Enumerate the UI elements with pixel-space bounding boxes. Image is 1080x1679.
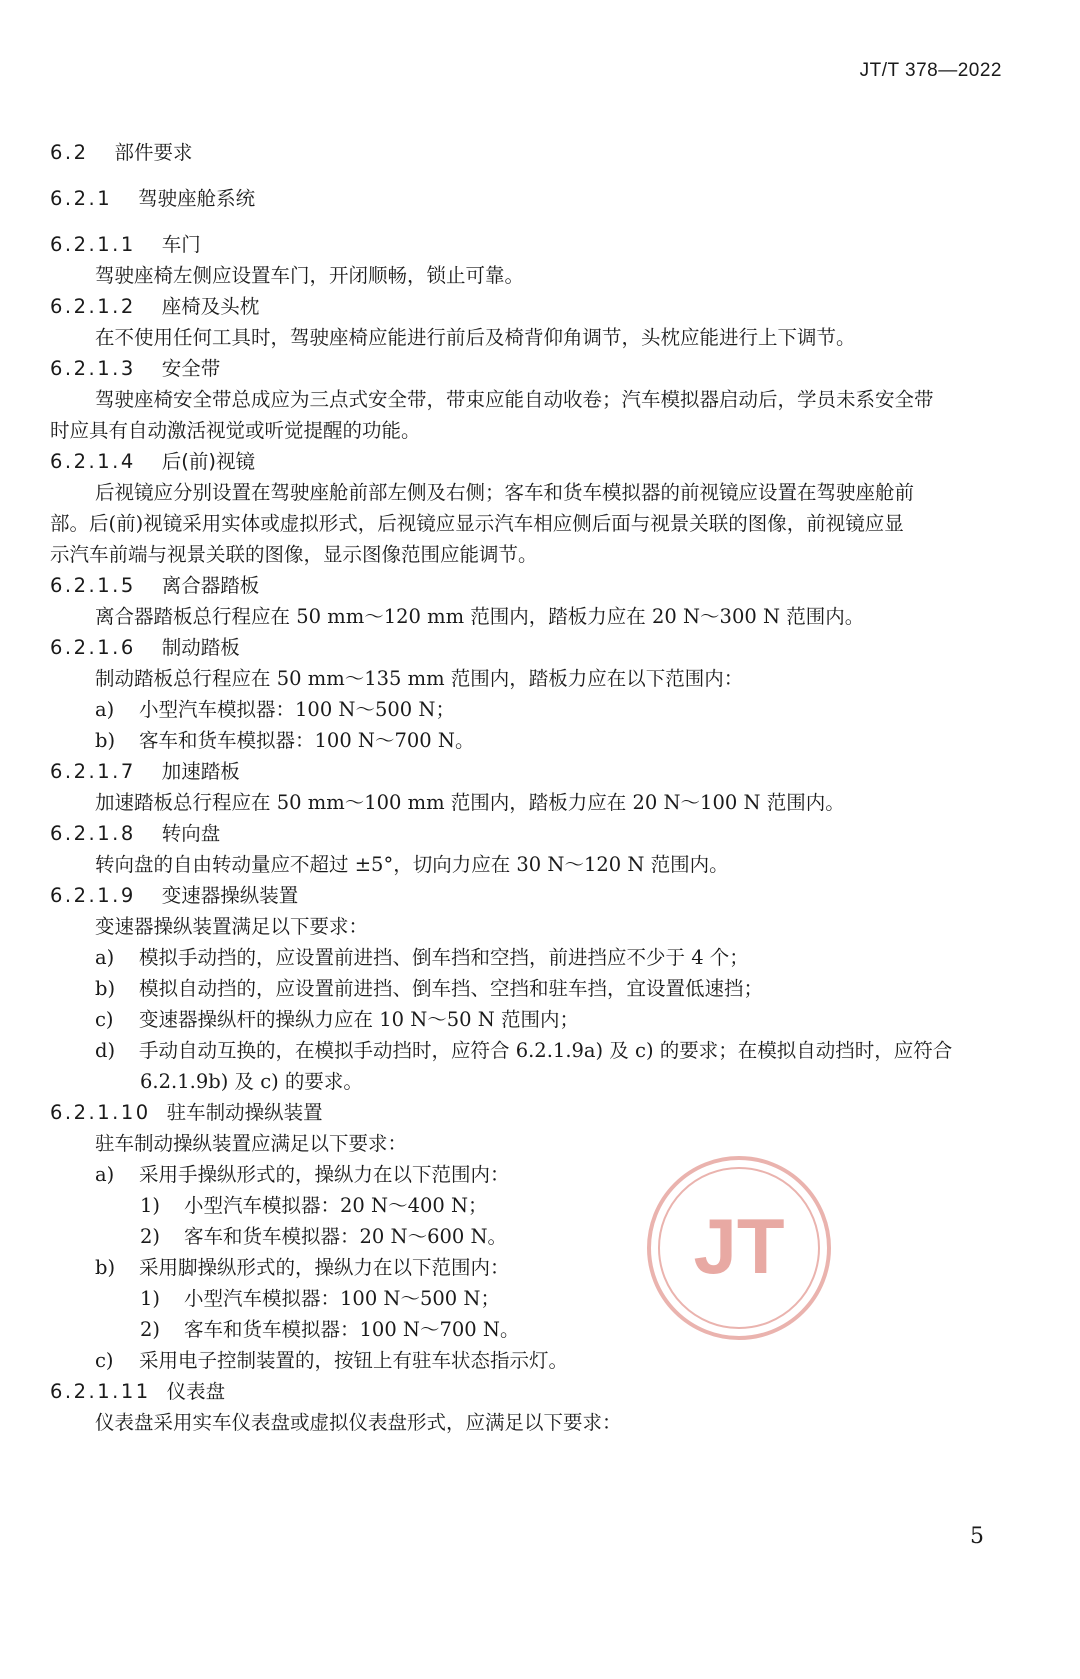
- heading-title: 驾驶座舱系统: [138, 187, 256, 210]
- heading-number: 6.2.1.2: [50, 295, 136, 318]
- heading-number: 6.2.1.10: [50, 1101, 151, 1124]
- heading-6-2-1-8: [50, 819, 220, 849]
- list-text: 小型汽车模拟器：20 N～400 N；: [184, 1194, 488, 1217]
- paragraph: 变速器操纵装置满足以下要求：: [95, 915, 369, 938]
- heading-6-2-1-11: [50, 1377, 225, 1407]
- paragraph: 仪表盘采用实车仪表盘或虚拟仪表盘形式，应满足以下要求：: [95, 1411, 622, 1434]
- heading-6-2-1-10: [50, 1098, 323, 1128]
- list-text: 客车和货车模拟器：100 N～700 N。: [139, 729, 475, 752]
- heading-number: 6.2.1: [50, 187, 113, 210]
- paragraph-line: 时应具有自动激活视觉或听觉提醒的功能。: [50, 419, 421, 442]
- paragraph: 驾驶座椅左侧应设置车门，开闭顺畅，锁止可靠。: [95, 264, 525, 287]
- paragraph-line: 部。后(前)视镜采用实体或虚拟形式，后视镜应显示汽车相应侧后面与视景关联的图像，前视镜应显: [50, 512, 904, 535]
- list-marker: b): [95, 729, 116, 752]
- heading-number: 6.2.1.6: [50, 636, 136, 659]
- list-marker: 1): [140, 1194, 161, 1217]
- heading-number: 6.2.1.3: [50, 357, 136, 380]
- sub-list-item: [140, 1191, 488, 1221]
- paragraph: 加速踏板总行程应在 50 mm～100 mm 范围内，踏板力应在 20 N～100 N 范围内。: [95, 791, 845, 814]
- list-text: 采用脚操纵形式的，操纵力在以下范围内：: [139, 1256, 510, 1279]
- list-item: [95, 1036, 952, 1066]
- heading-6-2-1: [50, 184, 255, 214]
- list-text: 客车和货车模拟器：100 N～700 N。: [184, 1318, 520, 1341]
- list-marker: 2): [140, 1318, 161, 1341]
- list-text: 模拟手动挡的，应设置前进挡、倒车挡和空挡，前进挡应不少于 4 个；: [139, 946, 749, 969]
- paragraph-line: 示汽车前端与视景关联的图像，显示图像范围应能调节。: [50, 543, 538, 566]
- heading-6-2-1-7: [50, 757, 240, 787]
- list-marker: a): [95, 698, 115, 721]
- heading-title: 变速器操纵装置: [161, 884, 299, 907]
- paragraph: 转向盘的自由转动量应不超过 ±5°，切向力应在 30 N～120 N 范围内。: [95, 853, 729, 876]
- seal-text: JT: [693, 1202, 785, 1290]
- list-text: 模拟自动挡的，应设置前进挡、倒车挡、空挡和驻车挡，宜设置低速挡；: [139, 977, 764, 1000]
- heading-6-2-1-9: [50, 881, 298, 911]
- list-item: [95, 695, 455, 725]
- sub-list-item: [140, 1222, 507, 1252]
- list-item: [95, 1253, 510, 1283]
- paragraph: 离合器踏板总行程应在 50 mm～120 mm 范围内，踏板力应在 20 N～300 N 范围内。: [95, 605, 865, 628]
- list-item: [95, 974, 763, 1004]
- heading-title: 加速踏板: [161, 760, 240, 783]
- paragraph: 在不使用任何工具时，驾驶座椅应能进行前后及椅背仰角调节，头枕应能进行上下调节。: [95, 326, 856, 349]
- heading-title: 转向盘: [161, 822, 221, 845]
- list-marker: a): [95, 1163, 115, 1186]
- list-text: 小型汽车模拟器：100 N～500 N；: [184, 1287, 500, 1310]
- heading-6-2-1-5: [50, 571, 259, 601]
- list-text: 客车和货车模拟器：20 N～600 N。: [184, 1225, 508, 1248]
- heading-6-2-1-6: [50, 633, 240, 663]
- list-item: [95, 943, 749, 973]
- list-item: [95, 1160, 510, 1190]
- paragraph-line: 后视镜应分别设置在驾驶座舱前部左侧及右侧；客车和货车模拟器的前视镜应设置在驾驶座舱前: [95, 481, 915, 504]
- heading-6-2: [50, 138, 193, 168]
- page-number: 5: [970, 1524, 984, 1549]
- heading-number: 6.2.1.7: [50, 760, 136, 783]
- heading-number: 6.2: [50, 141, 89, 164]
- list-item-continuation: 6.2.1.9b) 及 c) 的要求。: [140, 1070, 363, 1093]
- heading-6-2-1-4: [50, 447, 255, 477]
- list-text: 变速器操纵杆的操纵力应在 10 N～50 N 范围内；: [139, 1008, 580, 1031]
- heading-number: 6.2.1.1: [50, 233, 136, 256]
- heading-title: 制动踏板: [161, 636, 240, 659]
- heading-6-2-1-3: [50, 354, 220, 384]
- heading-number: 6.2.1.11: [50, 1380, 151, 1403]
- sub-list-item: [140, 1315, 519, 1345]
- list-marker: 2): [140, 1225, 161, 1248]
- heading-number: 6.2.1.8: [50, 822, 136, 845]
- heading-6-2-1-1: [50, 230, 201, 260]
- standard-code: JT/T 378—2022: [859, 60, 1002, 81]
- list-item: [95, 1346, 568, 1376]
- heading-title: 仪表盘: [166, 1380, 226, 1403]
- heading-number: 6.2.1.5: [50, 574, 136, 597]
- paragraph: 驻车制动操纵装置应满足以下要求：: [95, 1132, 408, 1155]
- list-marker: c): [95, 1349, 114, 1372]
- list-text: 采用电子控制装置的，按钮上有驻车状态指示灯。: [139, 1349, 569, 1372]
- heading-title: 安全带: [161, 357, 221, 380]
- heading-title: 座椅及头枕: [161, 295, 260, 318]
- heading-title: 车门: [161, 233, 201, 256]
- heading-number: 6.2.1.9: [50, 884, 136, 907]
- list-marker: b): [95, 977, 116, 1000]
- list-item: [95, 1005, 579, 1035]
- heading-6-2-1-2: [50, 292, 259, 322]
- jt-seal-watermark: [644, 1153, 834, 1343]
- list-marker: d): [95, 1039, 116, 1062]
- heading-title: 离合器踏板: [161, 574, 260, 597]
- paragraph: 制动踏板总行程应在 50 mm～135 mm 范围内，踏板力应在以下范围内：: [95, 667, 744, 690]
- list-marker: c): [95, 1008, 114, 1031]
- list-text: 小型汽车模拟器：100 N～500 N；: [139, 698, 455, 721]
- list-marker: b): [95, 1256, 116, 1279]
- list-text: 手动自动互换的，在模拟手动挡时，应符合 6.2.1.9a) 及 c) 的要求；在模拟自动挡时，应符合: [139, 1039, 953, 1062]
- list-text: 采用手操纵形式的，操纵力在以下范围内：: [139, 1163, 510, 1186]
- heading-title: 部件要求: [114, 141, 193, 164]
- heading-title: 后(前)视镜: [161, 450, 255, 473]
- list-marker: 1): [140, 1287, 161, 1310]
- list-marker: a): [95, 946, 115, 969]
- paragraph-line: 驾驶座椅安全带总成应为三点式安全带，带束应能自动收卷；汽车模拟器启动后，学员未系安全带: [95, 388, 934, 411]
- list-item: [95, 726, 474, 756]
- heading-title: 驻车制动操纵装置: [166, 1101, 323, 1124]
- sub-list-item: [140, 1284, 500, 1314]
- heading-number: 6.2.1.4: [50, 450, 136, 473]
